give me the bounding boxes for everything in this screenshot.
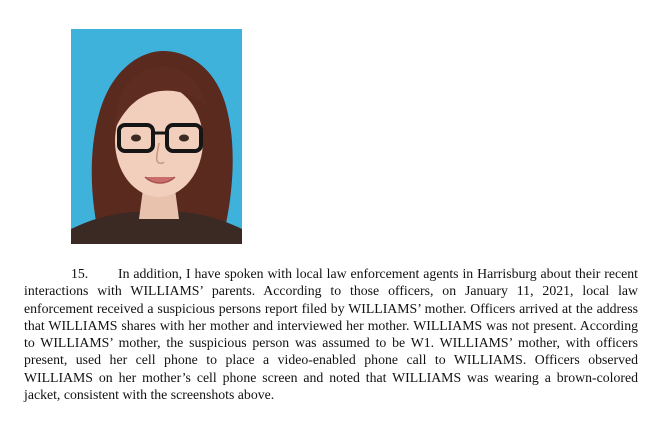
body-paragraph	[24, 265, 638, 403]
portrait-image	[71, 29, 242, 244]
paragraph-number: 15.	[71, 266, 89, 281]
paragraph-text: In addition, I have spoken with local law enforcement agents in Harrisburg about their recent interactions with WILLIAMS’ parents. According to those officers, on January 11, 2021, local law enforcement received a suspicious persons report filed by WILLIAMS’ mother. Officers arrived at the address that WILLIAMS shares with her mother and interviewed her mother. WILLIAMS was not present. According to WILLIAMS’ mother, the suspicious person was assumed to be W1. WILLIAMS’ mother, with officers present, used her cell phone to place a video-enabled phone call to WILLIAMS. Officers observed WILLIAMS on her mother’s cell phone screen and noted that WILLIAMS was wearing a brown-colored jacket, consistent with the screenshots above.	[24, 266, 638, 403]
portrait-photo	[71, 29, 242, 244]
